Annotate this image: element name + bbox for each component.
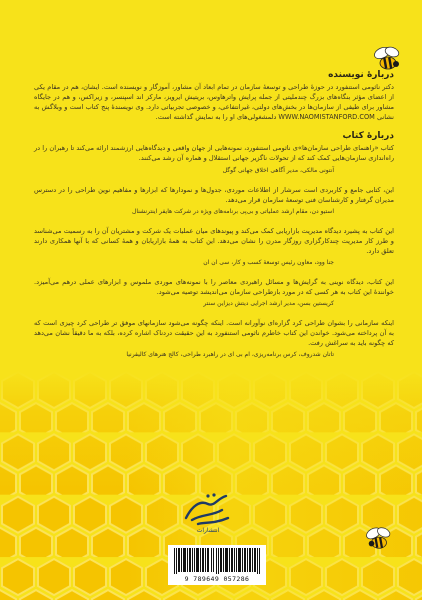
quote-text: اینکه سازمانی را بشوان طراحی کرد گزاره‌ای نوآورانه است. اینکه چگونه می‌شود سازمانهای موفق تر طراحی کرد چیزی است که به آن پرداخته می‌شود. خواندن این کتاب خاطرم ناثومی استنفورد به این حقیقت دردناک اشاره کرده، بلکه به ما دقیقاً نشان می‌دهد که چگونه باید به سراغش رفت.	[34, 319, 394, 347]
quote-attribution: آنتونی مالکی، مدیر آگاهی اخلاق جهانی گوگل	[222, 167, 334, 174]
bee-icon	[364, 524, 394, 552]
barcode-bars	[174, 548, 260, 574]
about-book-heading: دربارهٔ کتاب	[342, 131, 394, 141]
quote-text: این کتاب، دیدگاه نوینی به گرایش‌ها و مسائل راهبردی معاصر را با نمونه‌های موردی ملموس و ابزارهای عملی درهم می‌آمیزد. خوانندهٔ این کتاب به هر کسی که در مورد بازطراحی سازمان می‌اندیشد توصیه می‌شود.	[34, 278, 394, 296]
quote-text: این، کتابی جامع و کاربردی است سرشار از اطلاعات موردی، جدول‌ها و نمودارها که ابزارها و مفاهیم نوین طراحی را در دسترس مدیران گرفتار و کارشناسان فنی توسعهٔ سازمان قرار می‌دهد.	[34, 186, 394, 204]
about-author-heading: دربارهٔ نویسنده	[328, 70, 394, 80]
quote-attribution: کریستین بسن، مدیر ارشد اجرایی دیتش دیزاین سنتر	[203, 300, 334, 307]
quote-attribution: جنا وود، معاون رئیس توسعهٔ کسب و کار، سی ان ان	[203, 259, 334, 266]
about-author-text: دکتر ناثومی استنفورد در حوزهٔ طراحی و توسعهٔ سازمان در تمام ابعاد آن مشاور، آموزگار و نویسنده است. ایشان، هم در مقام یکی از اعضای مؤثر بنگاه‌های بزرگ چندملیتی از جمله پرایش واترهاوس، بریتیش ایرویز، مارکز اند اسپنسر، و زیراکس، و هم در جایگاه مشاور برای طیفی از سازمان‌ها در بخش‌های دولتی، غیرانتفاعی، و خصوصی تجربیاتی دارد. وی نویسندهٔ پنج کتاب است و وبلاگش به نشانی WWW.NAOMISTANFORD.COM دلمشغولی‌های او را به نمایش گذاشته است.	[34, 83, 394, 121]
publisher-subtitle: انتشارات	[196, 527, 220, 534]
isbn-barcode	[168, 545, 266, 585]
back-cover-text	[34, 70, 394, 369]
quote-attribution: تاتان شدروف، کرس برنامه‌ریزی، ام بی ای در راهبرد طراحی، کالج هنرهای کالیفرنیا	[126, 351, 334, 358]
quote-attribution: استیو دن، مقام ارشد عملیاتی و بی‌پی برنامه‌های ویژه در شرکت هایفر اینترنشنال	[131, 208, 334, 215]
quote-text: این کتاب به پشیرد دیدگاه مدیریت بازاریابی کمک می‌کند و پیوندهای میان عملیات یک شرکت و مشتریان آن را به رسمیت می‌شناسد و طرز کار مدیریت چندکارگزاری روزگار مدرن را نشان می‌دهد. این کتاب به همهٔ بازاریابان و همهٔ کسانی که با آنها همکاری دارند تعلق دارد.	[34, 227, 394, 255]
about-book-text: کتاب «راهنمای طراحی سازمان‌ها»ی ناثومی استنفورد، نمونه‌هایی از جهان واقعی و دیدگاه‌هایی ارزشمند ارائه می‌کند تا رهبران را در راه‌اندازی سازمان‌هایی کمک کند که از تحولات ناگزیر جهانی استقلال و هماره آن رشد می‌کنند.	[34, 144, 394, 162]
publisher-logo	[178, 488, 238, 534]
isbn-number: 9 789649 057286	[184, 575, 250, 583]
